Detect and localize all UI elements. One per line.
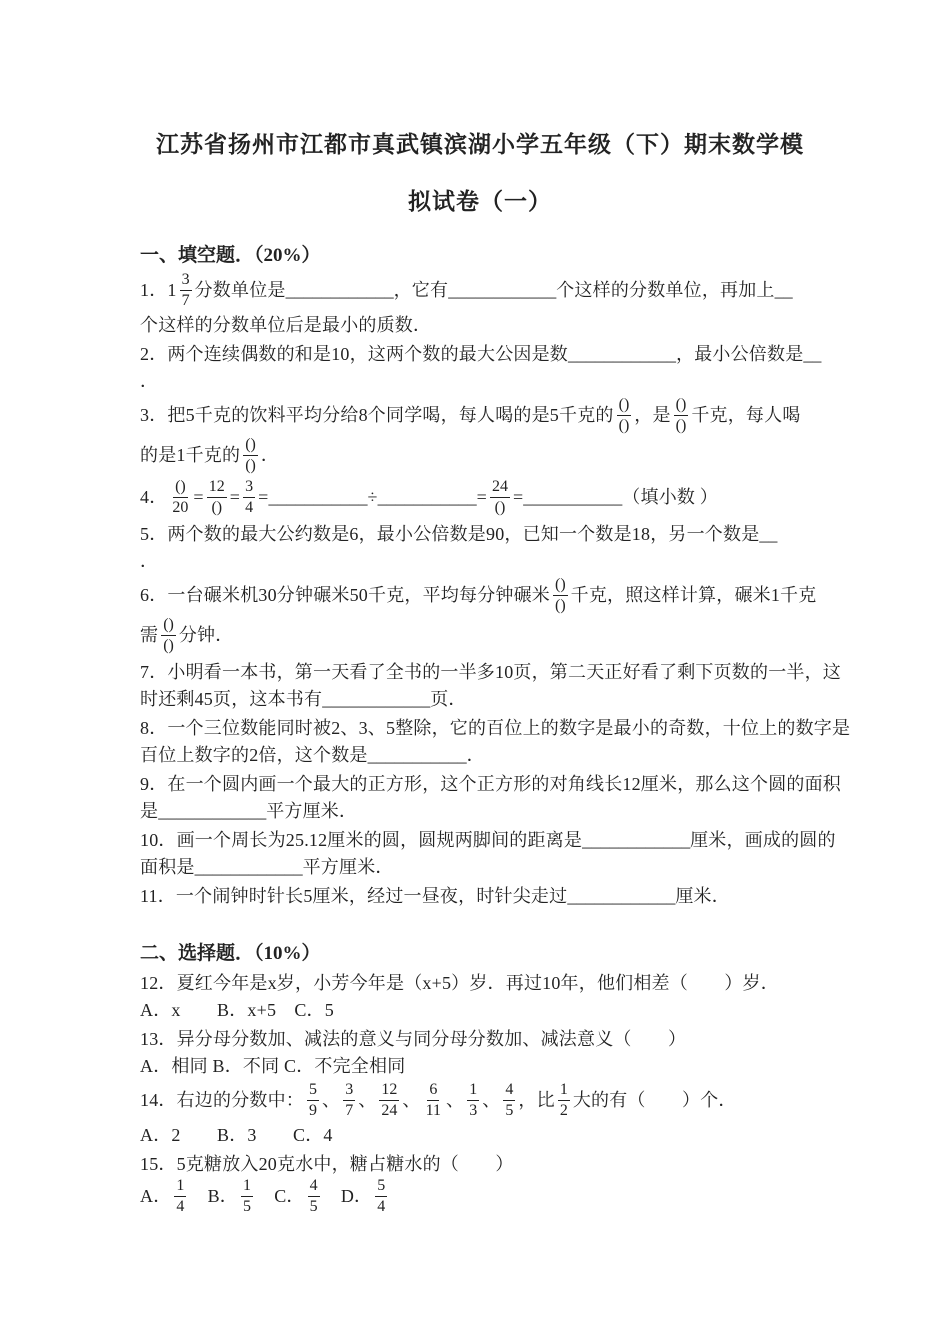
question-line [140,521,820,548]
fraction [375,1176,387,1216]
question-line [140,997,820,1024]
question-line [140,854,820,881]
fraction-denominator: () [211,498,223,516]
question [140,1026,820,1080]
question-line [140,798,820,825]
question-line [140,659,841,686]
fraction-numerator: 3 [243,477,255,498]
text-run: 1．1 [140,280,177,301]
text-run: 页． [430,689,467,710]
text-run: 11．一个闹钟时针长5厘米，经过一昼夜，时针尖走过 [140,886,568,907]
exam-title-line-1: 江苏省扬州市江都市真武镇滨湖小学五年级（下）期末数学模 [156,132,804,157]
question-line [140,771,841,798]
fraction-numerator: () [161,615,176,636]
text-run: 面积是 [140,857,195,878]
text-run: ，最小公倍数是 [676,344,804,365]
fraction-numerator: 12 [379,1080,399,1101]
fraction-numerator: () [617,395,632,416]
fraction-denominator: () [494,498,506,516]
fraction [161,615,176,655]
fraction-numerator: 3 [343,1080,355,1101]
text-run: 平方厘米． [302,857,394,878]
answer-blank: __ [803,344,822,365]
text-run: 、 [358,1090,377,1111]
question-line [140,827,836,854]
fraction [503,1080,515,1120]
text-run: D． [322,1186,373,1207]
fraction-numerator: 5 [375,1176,387,1197]
fraction [490,477,510,517]
fraction-denominator: 4 [245,498,254,516]
text-run: ÷ [367,487,378,508]
text-run: 13．异分母分数加、减法的意义与同分母分数加、减法意义（ ） [140,1029,687,1050]
exam-body [140,242,851,1218]
fraction-denominator: 5 [505,1101,514,1119]
question-line [140,1151,820,1178]
question-line [140,341,820,368]
answer-blank: ____________ [568,344,676,365]
text-run: 、 [482,1090,501,1111]
text-run: = [193,487,204,508]
fraction-numerator: 6 [427,1080,439,1101]
fraction [207,477,227,517]
fraction-denominator: () [675,416,687,434]
answer-blank: ____________ [158,801,267,822]
question-line [140,577,820,617]
question [140,1151,820,1218]
fraction [243,477,255,517]
fraction-denominator: 11 [425,1101,442,1119]
fraction [180,270,192,310]
text-run: ，比 [518,1090,555,1111]
fraction [558,1080,570,1120]
text-run: B． [189,1186,239,1207]
fraction [343,1080,355,1120]
fraction [674,395,689,435]
question-line [140,1178,820,1218]
fraction-numerator: 4 [308,1176,320,1197]
fraction [174,1176,186,1216]
fraction-denominator: 5 [243,1197,252,1215]
question [140,771,841,825]
question [140,397,820,477]
fraction-numerator: 1 [174,1176,186,1197]
text-run: 10．画一个周长为25.12厘米的圆，圆规两脚间的距离是 [140,830,583,851]
question-line [140,1082,820,1122]
text-run: 15．5克糖放入20克水中，糖占糖水的（ ） [140,1154,514,1175]
answer-blank: __ [759,524,778,545]
fraction [467,1080,479,1120]
fraction-numerator: () [243,435,258,456]
fraction-denominator: 7 [181,291,190,309]
text-run: 9．在一个圆内画一个最大的正方形，这个正方形的对角线长12厘米，那么这个圆的面积 [140,774,841,795]
fraction-denominator: () [245,456,256,474]
text-run: （填小数 ） [622,487,718,508]
question [140,883,820,910]
text-run: 千克，每人喝 [691,405,801,426]
question-line [140,312,820,339]
text-run: A．2 B．3 C．4 [140,1125,333,1146]
fraction-numerator: 3 [180,270,192,291]
text-run: 大的有（ ）个． [572,1090,737,1111]
fraction [308,1176,320,1216]
text-run: 7．小明看一本书，第一天看了全书的一半多10页，第二天正好看了剩下页数的一半，这 [140,662,841,683]
text-run: 百位上数字的2倍，这个数是 [140,745,368,766]
text-run: ． [260,445,280,466]
fraction-denominator: 5 [309,1197,318,1215]
text-run: 个这样的分数单位后是最小的质数． [140,315,432,336]
question-line [140,1053,820,1080]
question-line [140,548,820,575]
question [140,715,851,769]
fraction-numerator: () [553,575,568,596]
fraction [553,575,568,615]
answer-blank: ____________ [567,886,676,907]
text-run: 是 [140,801,159,822]
exam-section [140,940,820,1218]
question-line [140,1026,820,1053]
question [140,479,820,519]
text-run: 时还剩45页，这本书有 [140,689,323,710]
fraction [170,477,190,517]
answer-blank: ___________ [367,745,467,766]
text-run: ． [140,371,159,392]
question [140,827,836,881]
question-line [140,686,820,713]
fraction [307,1080,319,1120]
fraction [379,1080,399,1120]
answer-blank: ____________ [582,830,691,851]
text-run: 需 [140,625,159,646]
answer-blank: ____________ [322,689,431,710]
answer-blank: ____________ [285,280,394,301]
text-run: 分钟． [178,625,234,646]
fraction-numerator: 24 [490,477,510,498]
fraction-denominator: 20 [172,498,189,516]
text-run: 4． [140,487,168,508]
text-run: ． [466,745,485,766]
text-run: = [476,487,487,508]
fraction-numerator: 5 [307,1080,319,1101]
fraction-denominator: 3 [469,1101,478,1119]
text-run: 的是1千克的 [140,445,241,466]
question-line [140,883,820,910]
fraction-numerator: 1 [558,1080,570,1101]
fraction-denominator: 9 [309,1101,317,1119]
answer-blank: ____________ [448,280,557,301]
question [140,577,820,657]
question-line [140,272,820,312]
question [140,1082,820,1149]
text-run: 、 [322,1090,341,1111]
question-line [140,715,851,742]
text-run: ，是 [634,405,671,426]
answer-blank: ___________ [268,487,368,508]
fraction-denominator: 2 [559,1101,568,1119]
fraction-numerator: 1 [467,1080,479,1101]
text-run: ． [140,551,159,572]
fraction [424,1080,443,1120]
question-line [140,1122,820,1149]
fraction-numerator: () [674,395,689,416]
question-line [140,437,820,477]
text-run: 平方厘米． [266,801,358,822]
text-run: A．相同 B．不同 C．不完全相同 [140,1056,406,1077]
text-run: C． [256,1186,305,1207]
fraction-numerator: 12 [207,477,227,498]
question [140,341,820,395]
text-run: 2．两个连续偶数的和是10，这两个数的最大公因是数 [140,344,568,365]
question-line [140,742,820,769]
fraction-denominator: () [555,596,566,614]
question-line [140,617,820,657]
question-line [140,970,820,997]
fraction-denominator: () [618,416,630,434]
text-run: = [512,487,524,508]
fraction-numerator: () [173,477,188,498]
fraction-numerator: 1 [241,1176,253,1197]
fraction [243,435,258,475]
text-run: 千克，照这样计算，碾米1千克 [570,585,817,606]
fraction [241,1176,253,1216]
text-run: 12．夏红今年是x岁，小芳今年是（x+5）岁．再过10年，他们相差（ ）岁． [140,973,779,994]
fraction-numerator: 4 [503,1080,515,1101]
text-run: 5．两个数的最大公约数是6，最小公倍数是90，已知一个数是18，另一个数是 [140,524,760,545]
text-run: 、 [402,1090,421,1111]
fraction [617,395,632,435]
fraction-denominator: 4 [377,1197,386,1215]
exam-title [140,116,820,230]
fraction-denominator: 7 [345,1101,354,1119]
section-heading: 二、选择题．（10%） [140,943,321,965]
text-run: ，它有 [393,280,449,301]
text-run: 分数单位是 [194,280,286,301]
question [140,970,820,1024]
text-run: 3．把5千克的饮料平均分给8个同学喝，每人喝的是5千克的 [140,405,614,426]
text-run: A．x B．x+5 C．5 [140,1000,334,1021]
answer-blank: ___________ [523,487,623,508]
question-line [140,479,820,519]
text-run: 8．一个三位数能同时被2、3、5整除，它的百位上的数字是最小的奇数，十位上的数字是 [140,718,851,739]
text-run: 厘米，画成的圆的 [690,830,836,851]
answer-blank: ____________ [194,857,303,878]
answer-blank: ___________ [377,487,477,508]
question-line [140,368,820,395]
text-run: A． [140,1186,172,1207]
text-run: 、 [446,1090,465,1111]
exam-section [140,242,851,910]
text-run: = [258,487,269,508]
fraction-denominator: () [163,636,174,654]
question-line [140,397,820,437]
text-run: = [229,487,241,508]
text-run: 个这样的分数单位，再加上 [556,280,775,301]
section-heading: 一、填空题．（20%） [140,245,321,266]
text-run: 厘米． [675,886,730,907]
fraction-denominator: 24 [381,1101,398,1119]
answer-blank: __ [774,280,793,301]
question [140,659,841,713]
question [140,521,820,575]
text-run: 6．一台碾米机30分钟碾米50千克，平均每分钟碾米 [140,585,550,606]
exam-title-line-2: 拟试卷（一） [408,189,552,214]
fraction-denominator: 4 [176,1197,185,1215]
text-run: 14．右边的分数中： [140,1090,304,1111]
question [140,272,820,339]
